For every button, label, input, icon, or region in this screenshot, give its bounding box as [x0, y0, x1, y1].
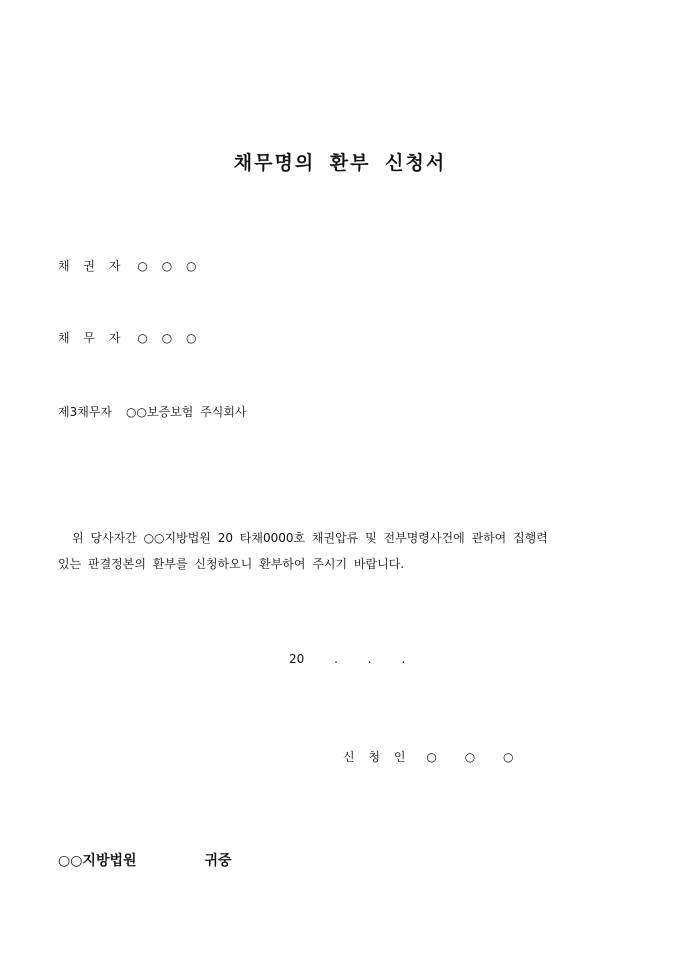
creditor-name: ○ ○ ○: [137, 259, 200, 273]
request-body-line-2: 있는 판결정본의 환부를 신청하오니 환부하여 주시기 바랍니다.: [58, 557, 405, 571]
applicant-label: 신 청 인: [343, 750, 411, 764]
applicant-name: ○ ○ ○: [426, 750, 517, 764]
third-debtor-label: 제3채무자: [58, 405, 113, 419]
creditor-label: 채 권 자: [58, 259, 126, 273]
third-debtor-name: ○○보증보험 주식회사: [126, 405, 247, 419]
debtor-line: [58, 329, 199, 346]
court-name: ○○지방법원: [58, 853, 137, 869]
applicant-line: [343, 748, 516, 765]
third-debtor-line: [58, 403, 247, 420]
creditor-line: [58, 257, 199, 274]
debtor-name: ○ ○ ○: [137, 331, 200, 345]
date-separator-2: .: [367, 652, 372, 666]
document-title: 채무명의 환부 신청서: [233, 152, 447, 174]
debtor-label: 채 무 자: [58, 331, 126, 345]
court-honorific: 귀중: [204, 853, 232, 869]
date-separator-3: .: [401, 652, 406, 666]
date-line: [289, 652, 405, 666]
date-year: 20: [289, 652, 305, 666]
court-addressee: [58, 850, 232, 870]
request-body-line-1: 위 당사자간 ○○지방법원 20 타채0000호 채권압류 및 전부명령사건에 관하여 집행력: [72, 531, 548, 545]
date-separator-1: .: [334, 652, 338, 666]
request-body: [58, 525, 623, 577]
